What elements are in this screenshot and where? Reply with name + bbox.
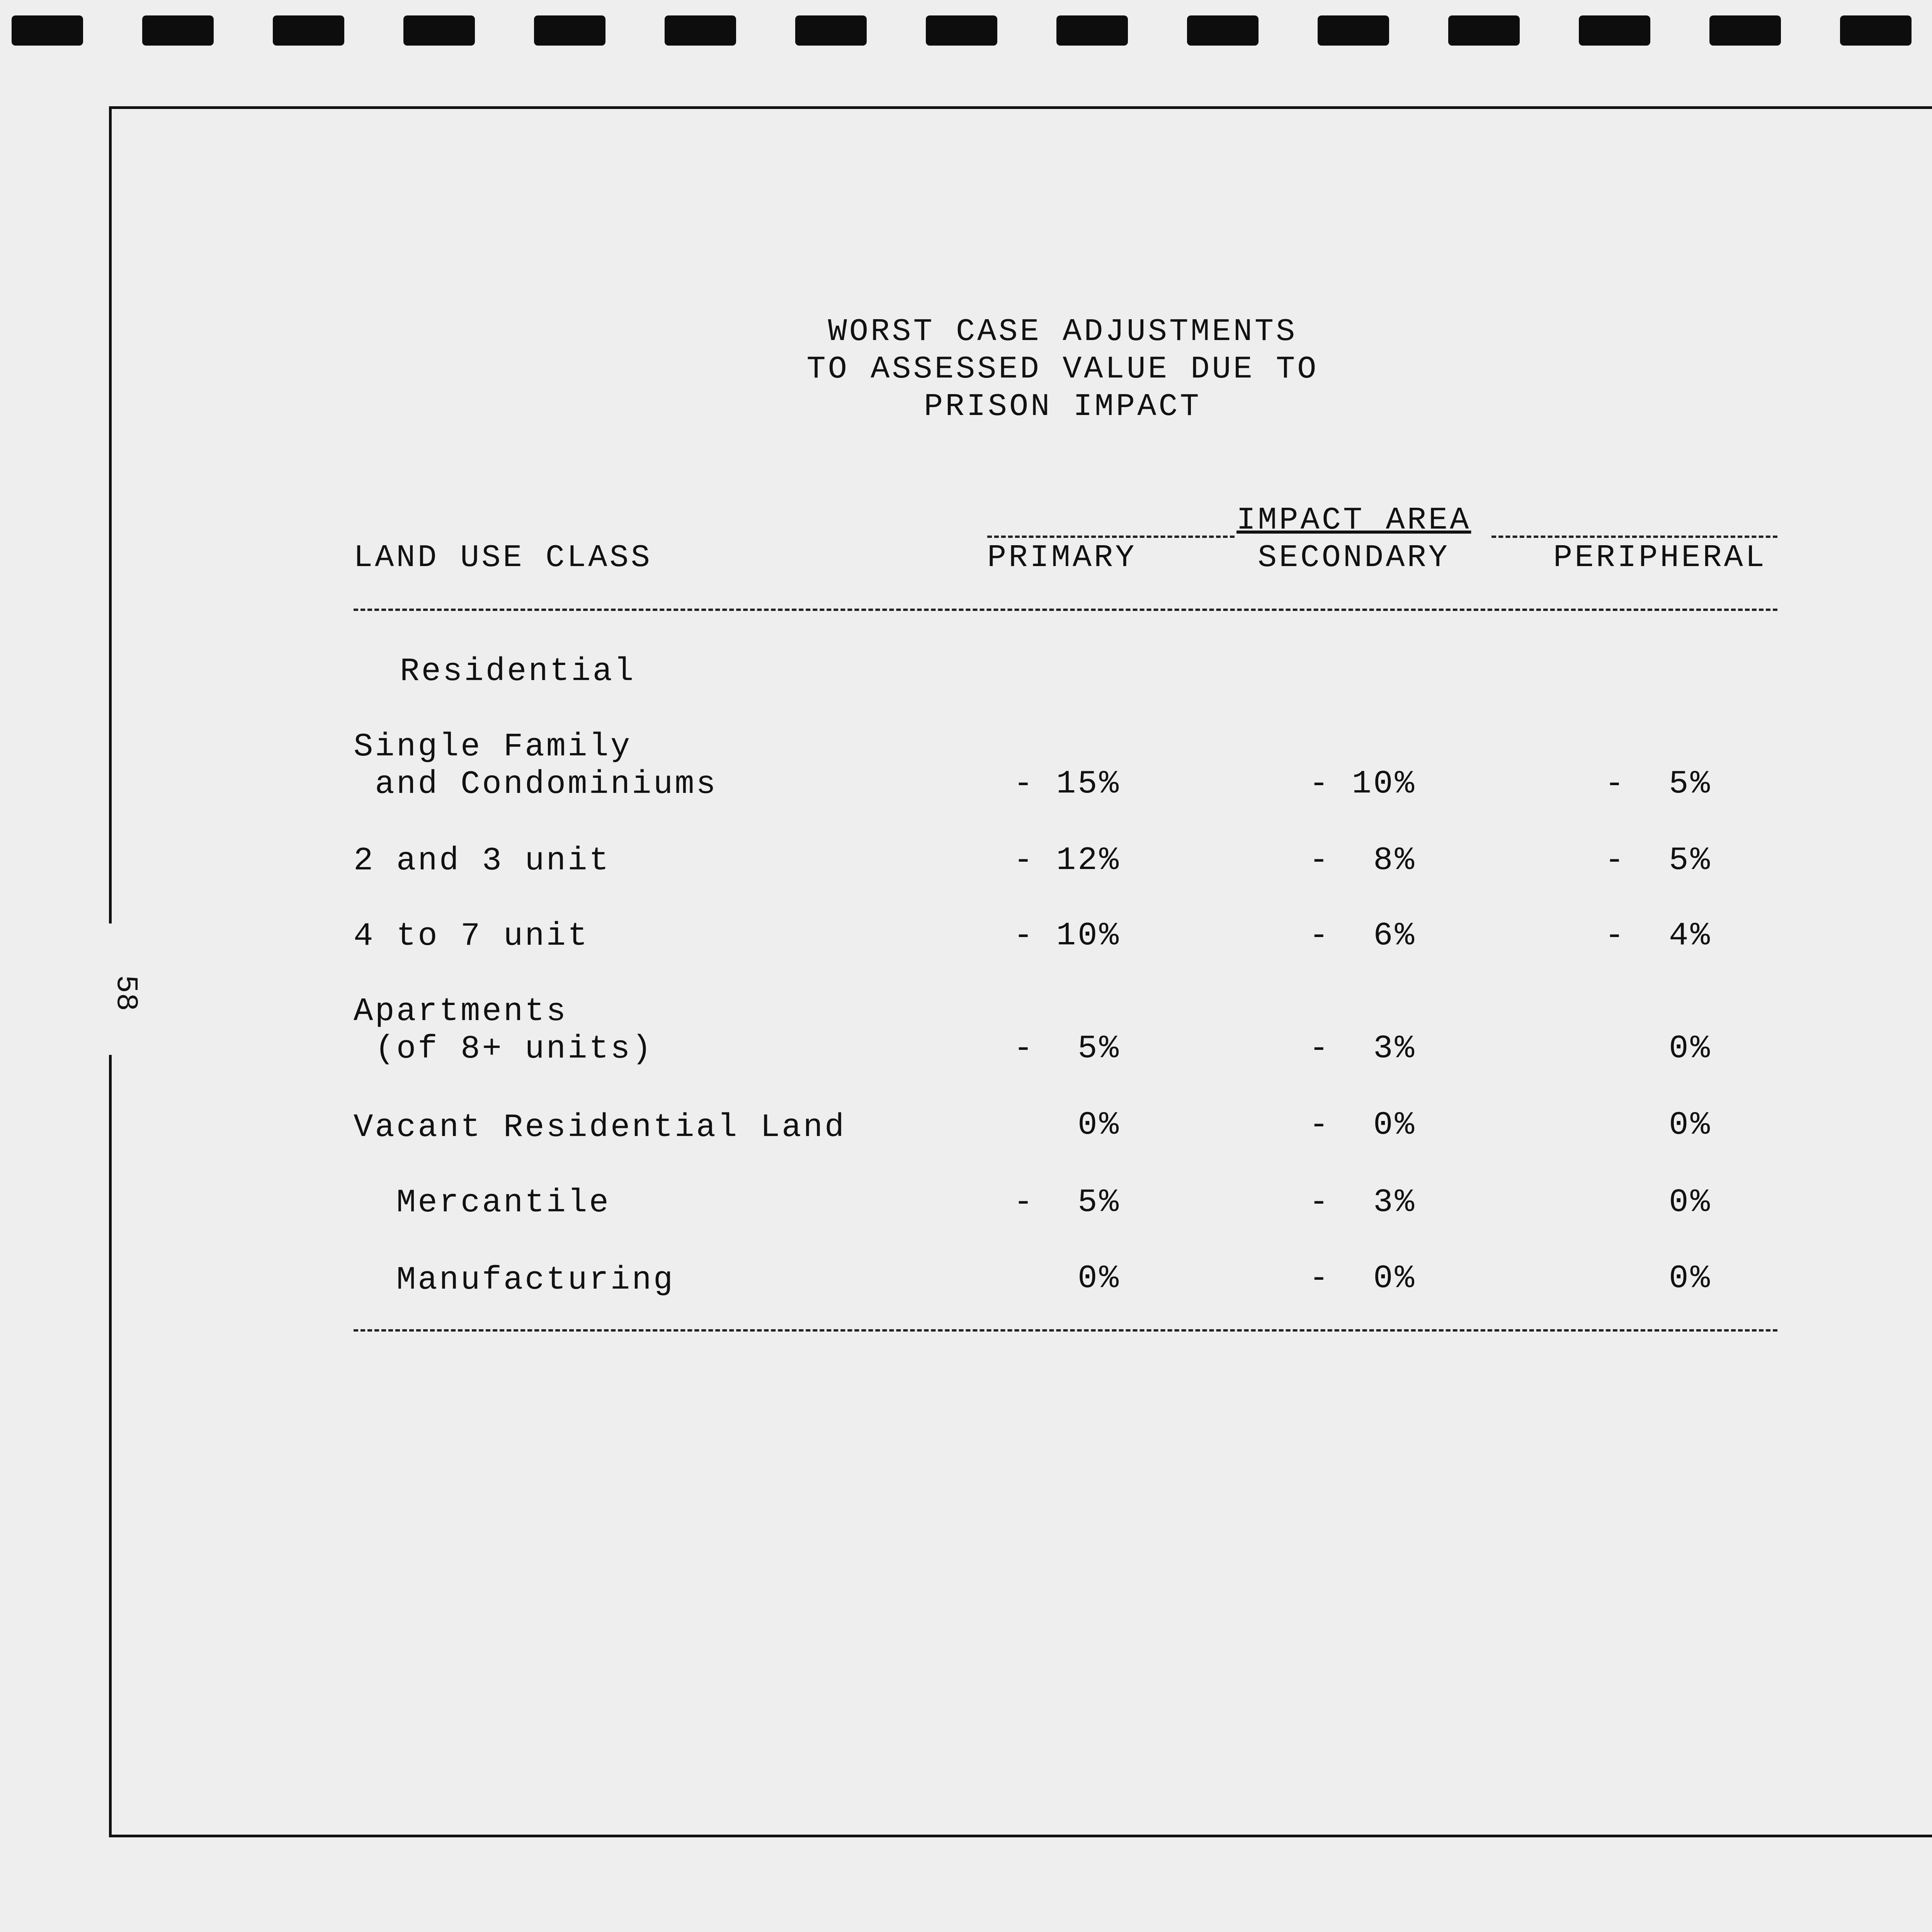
binder-hole [12,15,83,46]
cell-primary: - 5% [1013,1031,1121,1067]
group-header-rule-left [987,536,1235,538]
cell-peripheral: - 5% [1604,842,1712,879]
binder-hole [273,15,344,46]
section-label: Residential [400,653,636,690]
binder-hole [142,15,214,46]
cell-peripheral: 0% [1669,1107,1712,1144]
page-number: 58 [109,975,143,1011]
binder-hole [665,15,736,46]
column-header-secondary: SECONDARY [1258,540,1450,576]
cell-peripheral: 0% [1669,1031,1712,1067]
binder-hole [1840,15,1912,46]
binder-hole [1448,15,1520,46]
cell-secondary: - 3% [1309,1184,1416,1221]
binder-hole [1187,15,1259,46]
cell-primary: - 15% [1013,766,1121,803]
binder-hole [403,15,475,46]
binder-holes [0,15,1932,46]
row-label: 4 to 7 unit [354,918,589,955]
cell-secondary: - 0% [1309,1107,1416,1144]
binder-hole [1318,15,1389,46]
table-bottom-divider [354,1329,1777,1332]
cell-secondary: - 3% [1309,1031,1416,1067]
column-header-peripheral: PERIPHERAL [1553,540,1767,576]
binder-hole [534,15,605,46]
cell-primary: - 5% [1013,1184,1121,1221]
cell-secondary: - 0% [1309,1260,1416,1297]
row-label: 2 and 3 unit [354,843,611,879]
cell-secondary: - 8% [1309,842,1416,879]
document-title: WORST CASE ADJUSTMENTS TO ASSESSED VALUE DUE TO PRISON IMPACT [806,314,1319,425]
cell-primary: 0% [1078,1107,1121,1144]
cell-secondary: - 6% [1309,918,1416,954]
header-divider [354,609,1777,611]
cell-primary: - 12% [1013,842,1121,879]
row-header: LAND USE CLASS [354,540,652,576]
column-header-primary: PRIMARY [987,540,1137,576]
binder-hole [1709,15,1781,46]
cell-primary: - 10% [1013,918,1121,954]
cell-primary: 0% [1078,1260,1121,1297]
group-header-rule-right [1492,536,1777,538]
row-label: Vacant Residential Land [354,1109,846,1146]
cell-secondary: - 10% [1309,766,1416,803]
row-label: Manufacturing [354,1262,675,1299]
row-label: Apartments (of 8+ units) [354,993,653,1068]
row-label: Single Family and Condominiums [354,729,718,803]
impact-area-header: IMPACT AREA [1236,502,1471,538]
binder-hole [1056,15,1128,46]
cell-peripheral: 0% [1669,1260,1712,1297]
cell-peripheral: 0% [1669,1184,1712,1221]
cell-peripheral: - 4% [1604,918,1712,954]
row-label: Mercantile [354,1185,611,1221]
binder-hole [1579,15,1650,46]
cell-peripheral: - 5% [1604,766,1712,803]
binder-hole [795,15,867,46]
binder-hole [926,15,997,46]
